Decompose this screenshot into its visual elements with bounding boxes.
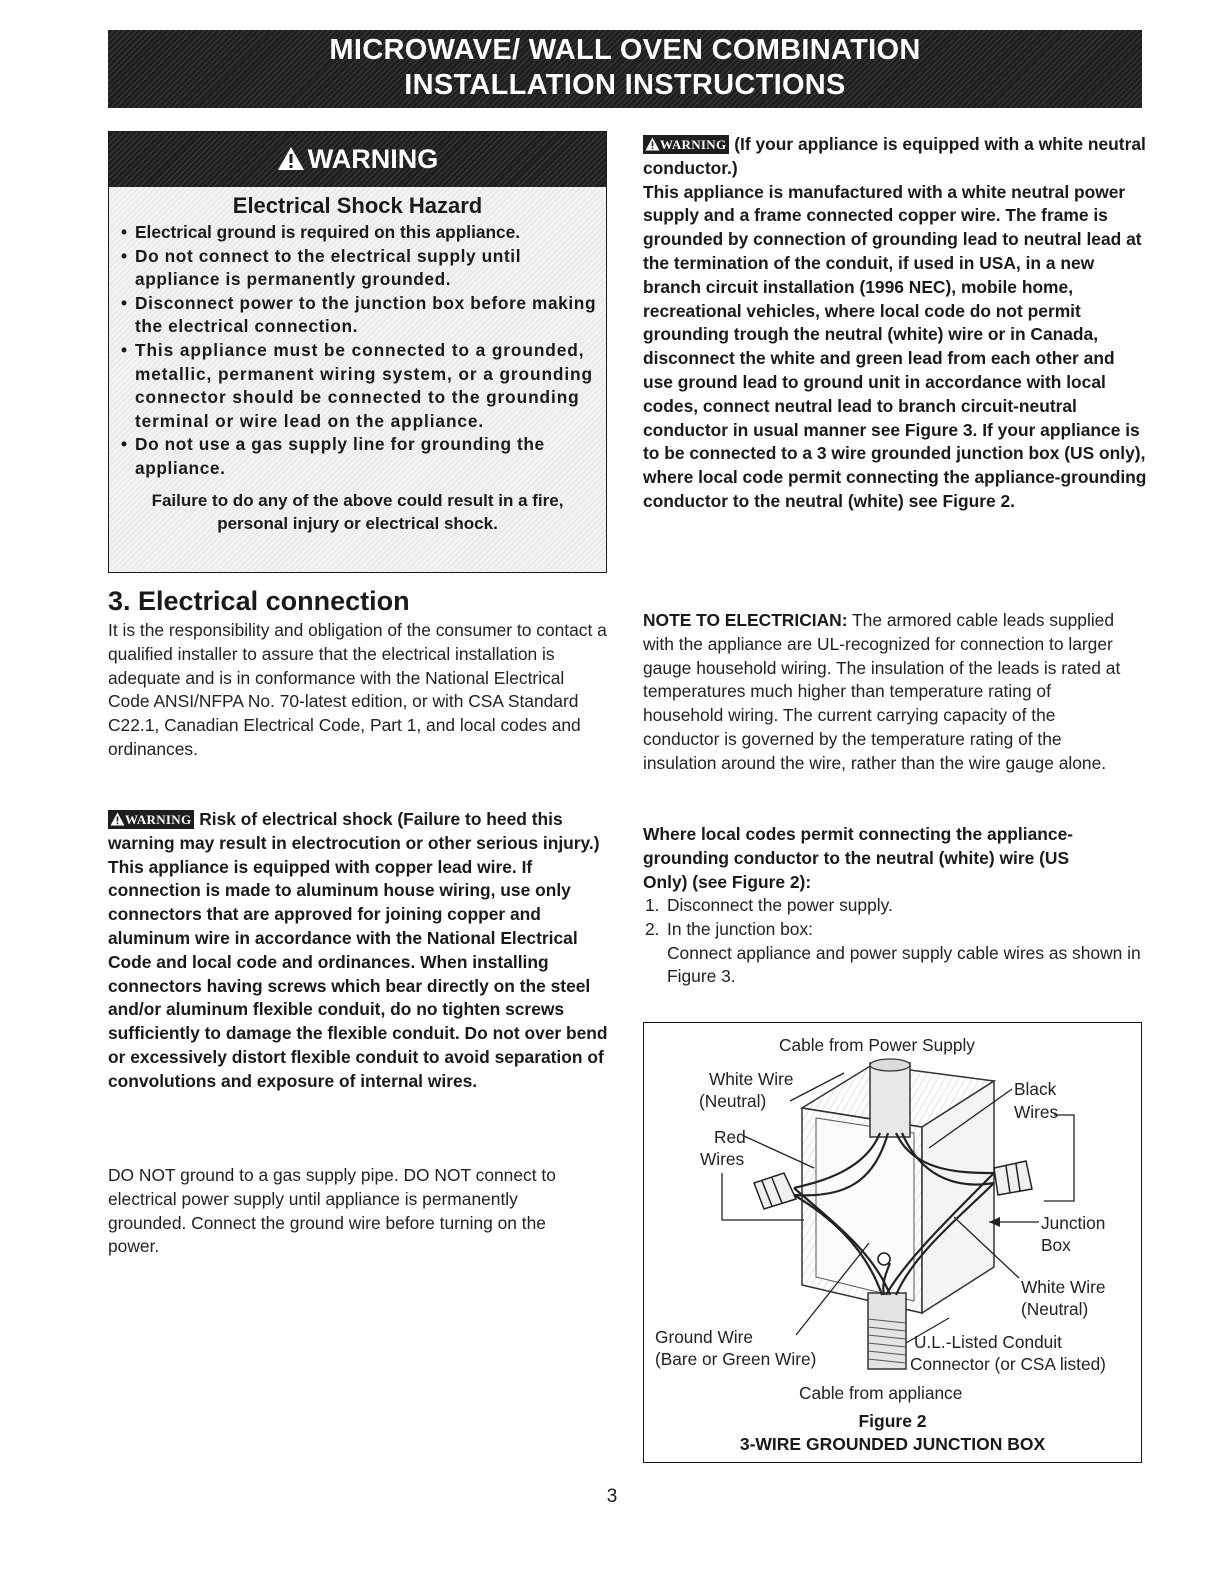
label-ul-listed: U.L.-Listed Conduit xyxy=(914,1332,1062,1352)
wire-nut-right xyxy=(994,1161,1032,1195)
label-connector: Connector (or CSA listed) xyxy=(910,1354,1106,1374)
figure-2 xyxy=(643,1022,1142,1463)
warning-header xyxy=(109,132,606,187)
shock-hazard-title: Electrical Shock Hazard xyxy=(232,193,483,218)
risk-text: Risk of electrical shock (Failure to heed this warning may result in electrocution or other serious injury.) This appliance is equipped with copper lead wire. If connection is made to aluminum house wiring, use only connectors that are approved for joining copper and aluminum wire in accordance with the National Electrical Code and local code and ordinances. When installing connectors having screws which bear directly on the steel and/or aluminum flexible conduit, do no tighten screws sufficiently to damage the flexible conduit. Do not over bend or excessively distort flexible conduit to avoid separation of convolutions and exposure of internal wires. xyxy=(108,809,608,1091)
label-white-wire: White Wire xyxy=(709,1069,794,1089)
banner-line-1: MICROWAVE/ WALL OVEN COMBINATION xyxy=(329,34,921,66)
banner-line-2: INSTALLATION INSTRUCTIONS xyxy=(404,69,846,101)
failure-note: Failure to do any of the above could result in a fire, personal injury or electrical shock. xyxy=(151,490,564,534)
note-paragraph xyxy=(643,609,1133,776)
label-bare-green: (Bare or Green Wire) xyxy=(655,1349,817,1369)
risk-paragraph xyxy=(108,808,608,1094)
intro-paragraph: It is the responsibility and obligation of the consumer to contact a qualified installer to assure that the electrical installation is adequate and is in conformance with the National Electrical Code ANSI/NFPA No. 70-latest edition, or with CSA Standard C22.1, Canadian Electrical Code, Part 1, and local codes and ordinances. xyxy=(108,620,607,759)
figure-caption-subtitle: 3-WIRE GROUNDED JUNCTION BOX xyxy=(739,1434,1046,1454)
warning-tag: WARNING xyxy=(108,810,194,829)
label-neutral-2: (Neutral) xyxy=(1021,1299,1089,1319)
warning-list xyxy=(109,221,606,481)
warning-item: • Electrical ground is required on this appliance. xyxy=(121,221,598,245)
label-neutral: (Neutral) xyxy=(699,1091,767,1111)
neutral-paragraph xyxy=(643,133,1148,514)
label-black: Black xyxy=(1014,1079,1057,1099)
codes-heading: Where local codes permit connecting the appliance-grounding conductor to the neutral (white) wire (US Only) (see Figure 2): xyxy=(643,824,1074,892)
label-ground-wire: Ground Wire xyxy=(655,1327,753,1347)
neutral-lead: (If your appliance is equipped with a white neutral conductor.) xyxy=(643,134,1146,178)
label-junction: Junction xyxy=(1041,1213,1106,1233)
warning-box xyxy=(108,131,607,573)
warning-item: • Disconnect power to the junction box before making the electrical connection. xyxy=(121,292,598,339)
label-white-wire-2: White Wire xyxy=(1021,1277,1106,1297)
page-number: 3 xyxy=(606,1486,618,1507)
ground-paragraph: DO NOT ground to a gas supply pipe. DO NOT connect to electrical power supply until appliance is permanently grounded. Connect the ground wire before turning on the power. xyxy=(108,1165,556,1257)
warning-item: • This appliance must be connected to a grounded, metallic, permanent wiring system, or a grounding connector should be connected to the grounding terminal or wire lead on the appliance. xyxy=(121,339,598,433)
note-text: The armored cable leads supplied with the appliance are UL-recognized for connection to larger gauge household wiring. The insulation of the leads is rated at temperatures much higher than temperature rating of household wiring. The current carrying capacity of the conductor is governed by the temperature rating of the insulation around the wire, rather than the wire gauge alone. xyxy=(643,610,1121,773)
label-black-wires: Wires xyxy=(1014,1102,1059,1122)
warning-triangle-icon xyxy=(277,146,305,171)
label-cable-supply: Cable from Power Supply xyxy=(779,1035,975,1055)
top-conduit xyxy=(870,1063,910,1137)
neutral-text: This appliance is manufactured with a white neutral power supply and a frame connected copper wire. The frame is grounded by connection of grounding lead to neutral lead at the termination of the conduit, if used in USA, in a new branch circuit installation (1996 NEC), mobile home, recreational vehicles, where local code do not permit grounding trough the neutral (white) wire or in Canada, disconnect the white and green lead from each other and use ground lead to ground unit in accordance with local codes, connect neutral lead to branch circuit-neutral conductor in usual manner see Figure 3. If your appliance is to be connected to a 3 wire grounded junction box (US only), where local code permit connecting the appliance-grounding conductor to the neutral (white) see Figure 2. xyxy=(643,181,1147,511)
warning-triangle-icon xyxy=(645,137,660,151)
label-red-wires: Wires xyxy=(700,1149,745,1169)
page-banner xyxy=(108,30,1142,108)
section-title: 3. Electrical connection xyxy=(108,586,410,616)
figure-caption-title: Figure 2 xyxy=(858,1411,927,1431)
step-detail: Connect appliance and power supply cable wires as shown in Figure 3. xyxy=(667,942,1141,987)
warning-item: • Do not connect to the electrical supply until appliance is permanently grounded. xyxy=(121,245,598,292)
label-red: Red xyxy=(714,1127,746,1147)
wire-nut-left xyxy=(754,1173,796,1209)
step-item: 1. Disconnect the power supply. xyxy=(645,895,893,915)
bottom-conduit xyxy=(868,1293,906,1369)
label-cable-appliance: Cable from appliance xyxy=(799,1383,963,1403)
warning-item: • Do not use a gas supply line for grounding the appliance. xyxy=(121,433,598,480)
warning-tag: WARNING xyxy=(643,135,729,154)
note-label: NOTE TO ELECTRICIAN: xyxy=(643,610,848,630)
steps-list xyxy=(645,894,1145,989)
step-item: 2. In the junction box: Connect appliance and power supply cable wires as shown in Figure 3. xyxy=(645,918,1141,987)
warning-heading: WARNING xyxy=(307,144,439,174)
label-box: Box xyxy=(1041,1235,1071,1255)
warning-triangle-icon xyxy=(110,812,125,826)
